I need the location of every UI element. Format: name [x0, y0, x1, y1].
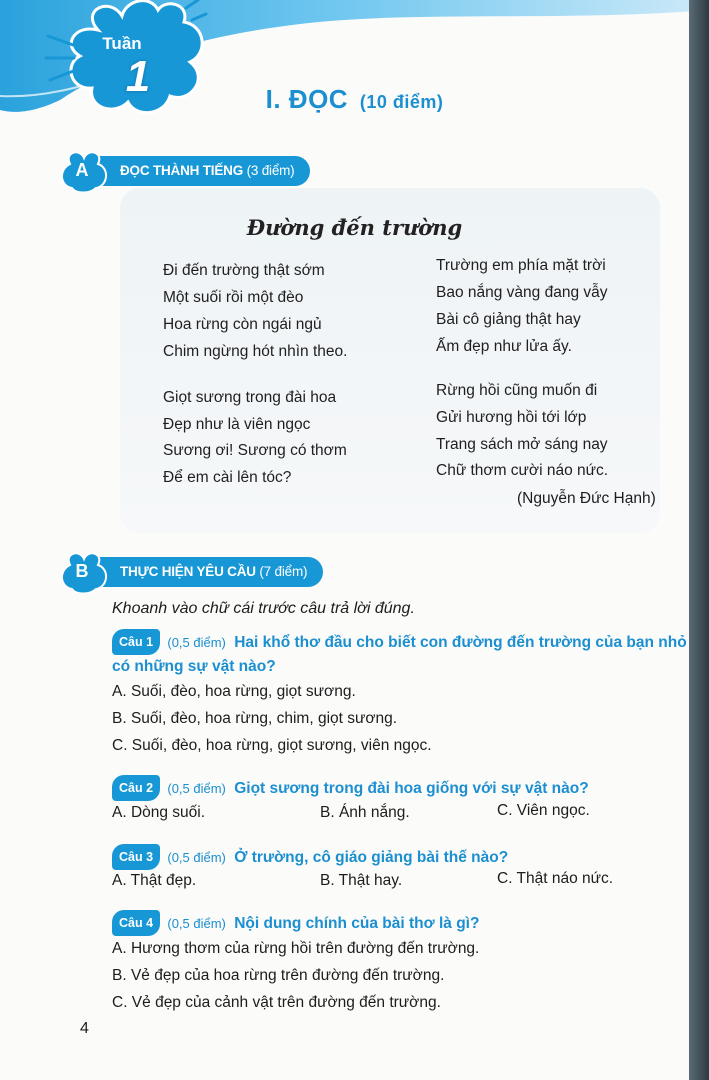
question-2	[112, 775, 687, 801]
poem-line: Bao nắng vàng đang vẫy	[436, 284, 608, 301]
section-b-letter: B	[75, 561, 89, 581]
poem-author: (Nguyễn Đức Hạnh)	[517, 490, 656, 507]
question-text: Ở trường, cô giáo giảng bài thế nào?	[234, 849, 509, 866]
question-tag: Câu 4	[112, 910, 160, 936]
section-b-header	[60, 553, 310, 589]
section-b-pill	[88, 557, 323, 587]
page-title	[0, 84, 709, 115]
question-points: (0,5 điểm)	[167, 916, 226, 931]
answer-option[interactable]: B. Ánh nắng.	[320, 804, 410, 821]
week-number: 1	[125, 52, 151, 101]
question-points: (0,5 điểm)	[167, 781, 226, 796]
title-points: (10 điểm)	[359, 92, 444, 112]
poem-line: Rừng hồi cũng muốn đi	[436, 382, 598, 399]
answer-option[interactable]: A. Thật đẹp.	[112, 872, 197, 889]
week-label: Tuần	[102, 34, 142, 53]
section-a-header	[60, 152, 300, 188]
answer-option[interactable]: C. Vẻ đẹp của cảnh vật trên đường đến trường.	[112, 994, 441, 1011]
title-main: I. ĐỌC	[265, 84, 349, 114]
poem-line: Đẹp như là viên ngọc	[163, 416, 311, 433]
section-b-points: (7 điểm)	[259, 564, 308, 579]
answer-option[interactable]: C. Suối, đèo, hoa rừng, giọt sương, viên ngọc.	[112, 737, 432, 754]
section-a-pill	[88, 156, 310, 186]
question-tag: Câu 1	[112, 629, 160, 655]
answer-option[interactable]: A. Dòng suối.	[112, 804, 206, 821]
question-text: Giọt sương trong đài hoa giống với sự vật nào?	[234, 780, 589, 797]
answer-option[interactable]: A. Suối, đèo, hoa rừng, giọt sương.	[112, 683, 356, 700]
instruction-text: Khoanh vào chữ cái trước câu trả lời đúng.	[112, 600, 415, 617]
question-1	[112, 629, 687, 679]
section-b-label: THỰC HIỆN YÊU CẦU	[120, 564, 256, 579]
question-text: Hai khổ thơ đầu cho biết con đường đến trường của bạn nhỏ có những sự vật nào?	[112, 634, 687, 675]
question-tag: Câu 2	[112, 775, 160, 801]
page-number: 4	[80, 1020, 89, 1037]
poem-line: Trang sách mở sáng nay	[436, 436, 608, 453]
book-spine-edge	[689, 0, 709, 1080]
answer-option[interactable]: B. Thật hay.	[320, 872, 403, 889]
poem-line: Sương ơi! Sương có thơm	[163, 442, 347, 459]
poem-line: Một suối rồi một đèo	[163, 289, 304, 306]
question-3	[112, 844, 687, 870]
poem-line: Giọt sương trong đài hoa	[163, 389, 337, 406]
section-a-label: ĐỌC THÀNH TIẾNG	[120, 163, 243, 178]
question-points: (0,5 điểm)	[167, 635, 226, 650]
answer-option[interactable]: C. Viên ngọc.	[497, 802, 590, 819]
poem-line: Đi đến trường thật sớm	[163, 262, 325, 279]
poem-line: Hoa rừng còn ngái ngủ	[163, 316, 322, 333]
section-a-points: (3 điểm)	[246, 163, 295, 178]
answer-option[interactable]: A. Hương thơm của rừng hồi trên đường đến trường.	[112, 940, 480, 957]
question-4	[112, 910, 687, 936]
poem-title: Đường đến trường	[246, 215, 463, 240]
poem-line: Gửi hương hồi tới lớp	[436, 409, 587, 426]
poem-line: Bài cô giảng thật hay	[436, 311, 581, 328]
question-text: Nội dung chính của bài thơ là gì?	[234, 915, 480, 932]
question-points: (0,5 điểm)	[167, 850, 226, 865]
answer-option[interactable]: B. Suối, đèo, hoa rừng, chim, giọt sương.	[112, 710, 398, 727]
poem-line: Chữ thơm cười náo nức.	[436, 462, 609, 479]
question-tag: Câu 3	[112, 844, 160, 870]
section-a-letter: A	[75, 160, 89, 180]
poem-line: Trường em phía mặt trời	[436, 257, 606, 274]
answer-option[interactable]: B. Vẻ đẹp của hoa rừng trên đường đến trường.	[112, 967, 445, 984]
poem-line: Chim ngừng hót nhìn theo.	[163, 343, 348, 360]
poem-line: Ấm đẹp như lửa ấy.	[436, 338, 572, 355]
answer-option[interactable]: C. Thật náo nức.	[497, 870, 614, 887]
poem-line: Để em cài lên tóc?	[163, 469, 292, 486]
